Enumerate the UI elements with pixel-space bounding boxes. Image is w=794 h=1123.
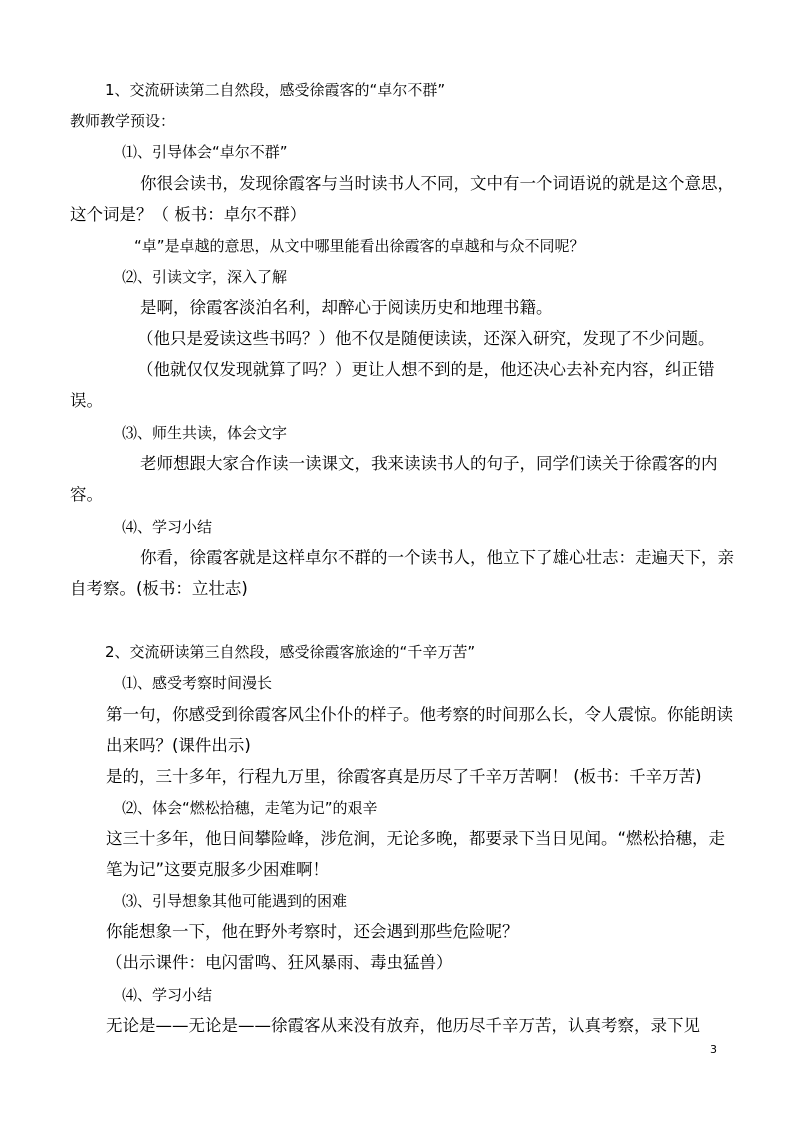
subheading-1-3: ⑶、师生共读，体会文字 — [122, 424, 288, 442]
subheading-2-1: ⑴、感受考察时间漫长 — [122, 674, 273, 692]
paragraph-line: 这三十多年，他日间攀险峰，涉危涧，无论多晚，都要录下当日见闻。“燃松拾穗，走 — [106, 829, 726, 848]
paragraph-line: 这个词是？（ 板书：卓尔不群） — [70, 205, 307, 224]
paragraph-line: 是的，三十多年，行程九万里，徐霞客真是历尽了千辛万苦啊！ (板书：千辛万苦) — [106, 767, 702, 786]
paragraph-line: （他只是爱读这些书吗？）他不仅是随便读读，还深入研究，发现了不少问题。 — [137, 329, 715, 348]
paragraph-line: 无论是——无论是——徐霞客从来没有放弃，他历尽千辛万苦，认真考察，录下见 — [106, 1016, 700, 1035]
paragraph-line: 你看，徐霞客就是这样卓尔不群的一个读书人，他立下了雄心壮志：走遍天下，亲 — [140, 548, 734, 567]
paragraph-line: 自考察。(板书：立壮志) — [70, 579, 248, 598]
paragraph-line: 老师想跟大家合作读一读课文，我来读读书人的句子，同学们读关于徐霞客的内 — [140, 454, 718, 473]
subheading-2-3: ⑶、引导想象其他可能遇到的困难 — [122, 892, 348, 910]
section-1-heading: 1、交流研读第二自然段，感受徐霞客的“卓尔不群” — [105, 81, 446, 99]
section-2-heading: 2、交流研读第三自然段，感受徐霞客旅途的“千辛万苦” — [105, 643, 476, 661]
paragraph-line: 误。 — [70, 391, 103, 410]
paragraph-line: 出来吗？(课件出示) — [106, 736, 251, 755]
paragraph-line: 你很会读书，发现徐霞客与当时读书人不同，文中有一个词语说的就是这个意思， — [140, 174, 734, 193]
subheading-1-1: ⑴、引导体会“卓尔不群” — [122, 143, 288, 161]
subheading-1-2: ⑵、引读文字，深入了解 — [122, 268, 288, 286]
paragraph-line: （他就仅仅发现就算了吗？）更让人想不到的是，他还决心去补充内容，纠正错 — [137, 360, 715, 379]
paragraph-line: 第一句，你感受到徐霞客风尘仆仆的样子。他考察的时间那么长，令人震惊。你能朗读 — [106, 705, 733, 724]
paragraph-line: 笔为记”这要克服多少困难啊！ — [106, 860, 330, 879]
teaching-preset-label: 教师教学预设： — [70, 112, 176, 130]
subheading-2-4: ⑷、学习小结 — [122, 986, 213, 1004]
paragraph-line: （出示课件：电闪雷鸣、狂风暴雨、毒虫猛兽） — [106, 953, 453, 972]
paragraph-line: “卓”是卓越的意思，从文中哪里能看出徐霞客的卓越和与众不同呢？ — [134, 237, 585, 255]
paragraph-line: 你能想象一下，他在野外考察时，还会遇到那些危险呢？ — [106, 922, 519, 941]
page-number: 3 — [710, 1043, 717, 1056]
paragraph-line: 是啊，徐霞客淡泊名利，却醉心于阅读历史和地理书籍。 — [140, 298, 553, 317]
paragraph-line: 容。 — [70, 485, 103, 504]
subheading-1-4: ⑷、学习小结 — [122, 518, 213, 536]
subheading-2-2: ⑵、体会“燃松拾穗，走笔为记”的艰辛 — [122, 799, 378, 817]
